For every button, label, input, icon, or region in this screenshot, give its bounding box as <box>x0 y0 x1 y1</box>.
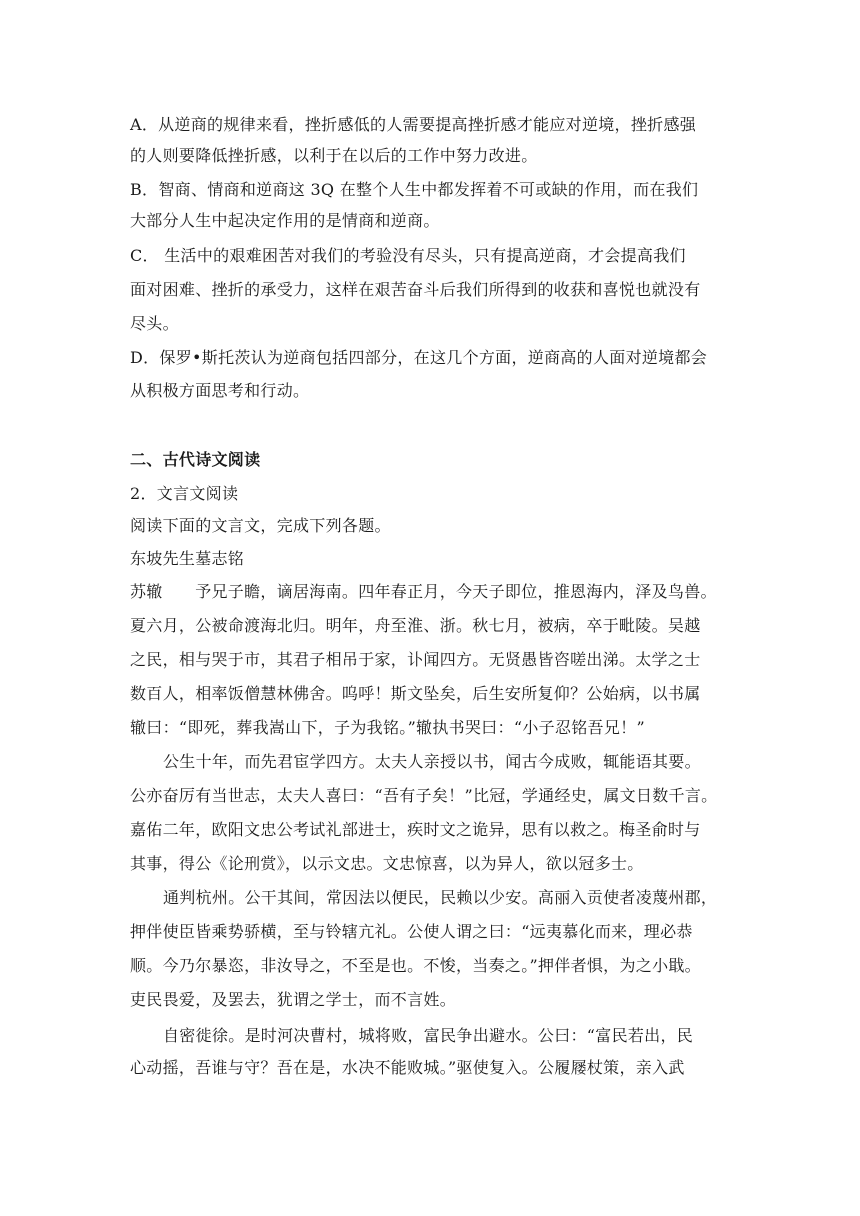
passage-line: 苏辙 予兄子瞻，谪居海南。四年春正月，今天子即位，推恩海内，泽及鸟兽。 <box>130 582 717 601</box>
section-heading: 二、古代诗文阅读 <box>130 450 261 469</box>
option-line: 大部分人生中起决定作用的是情商和逆商。 <box>130 211 440 230</box>
passage-line: 顺。今乃尔暴恣，非汝导之，不至是也。不悛，当奏之。”押伴者惧，为之小戢。 <box>130 956 701 975</box>
passage-line: 数百人，相率饭僧慧林佛舍。呜呼！斯文坠矣，后生安所复仰？公始病，以书属 <box>130 684 701 703</box>
instruction-text: 阅读下面的文言文，完成下列各题。 <box>130 516 391 535</box>
option-line: A．从逆商的规律来看，挫折感低的人需要提高挫折感才能应对逆境，挫折感强 <box>130 115 697 134</box>
passage-line: 吏民畏爱，及罢去，犹谓之学士，而不言姓。 <box>130 990 457 1009</box>
passage-line: 夏六月，公被命渡海北归。明年，舟至淮、浙。秋七月，被病，卒于毗陵。吴越 <box>130 616 701 635</box>
passage-line: 押伴使臣皆乘势骄横，至与铃辖亢礼。公使人谓之曰：“远夷慕化而来，理必恭 <box>130 922 693 941</box>
option-line: 的人则要降低挫折感，以利于在以后的工作中努力改进。 <box>130 146 538 165</box>
passage-line: 嘉佑二年，欧阳文忠公考试礼部进士，疾时文之诡异，思有以救之。梅圣俞时与 <box>130 820 701 839</box>
passage-line: 其事，得公《论刑赏》，以示文忠。文忠惊喜，以为异人，欲以冠多士。 <box>130 854 644 873</box>
passage-title: 东坡先生墓志铭 <box>130 549 245 568</box>
passage-line: 之民，相与哭于市，其君子相吊于家，讣闻四方。无贤愚皆咨嗟出涕。太学之士 <box>130 650 701 669</box>
passage-line: 公生十年，而先君宦学四方。太夫人亲授以书，闻古今成败，辄能语其要。 <box>163 752 701 771</box>
option-line: D．保罗•斯托茨认为逆商包括四部分，在这几个方面，逆商高的人面对逆境都会 <box>130 348 708 367</box>
passage-line: 辙曰：“即死，葬我嵩山下，子为我铭。”辙执书哭曰：“小子忍铭吾兄！” <box>130 718 645 737</box>
passage-line: 自密徙徐。是时河决曹村，城将败，富民争出避水。公曰：“富民若出，民 <box>163 1026 694 1045</box>
option-line: 从积极方面思考和行动。 <box>130 381 310 400</box>
passage-line: 通判杭州。公干其间，常因法以便民，民赖以少安。高丽入贡使者凌蔑州郡， <box>163 888 718 907</box>
option-line: B．智商、情商和逆商这 3Q 在整个人生中都发挥着不可或缺的作用，而在我们 <box>130 180 699 199</box>
passage-line: 心动摇，吾谁与守？吾在是，水决不能败城。”驱使复入。公履屦杖策，亲入武 <box>130 1058 685 1077</box>
option-line: 尽头。 <box>130 314 179 333</box>
passage-line: 公亦奋厉有当世志，太夫人喜曰：“吾有子矣！”比冠，学通经史，属文日数千言。 <box>130 786 718 805</box>
question-number: 2．文言文阅读 <box>130 484 239 503</box>
option-line: 面对困难、挫折的承受力，这样在艰苦奋斗后我们所得到的收获和喜悦也就没有 <box>130 280 701 299</box>
option-line: C． 生活中的艰难困苦对我们的考验没有尽头，只有提高逆商，才会提高我们 <box>130 246 686 265</box>
